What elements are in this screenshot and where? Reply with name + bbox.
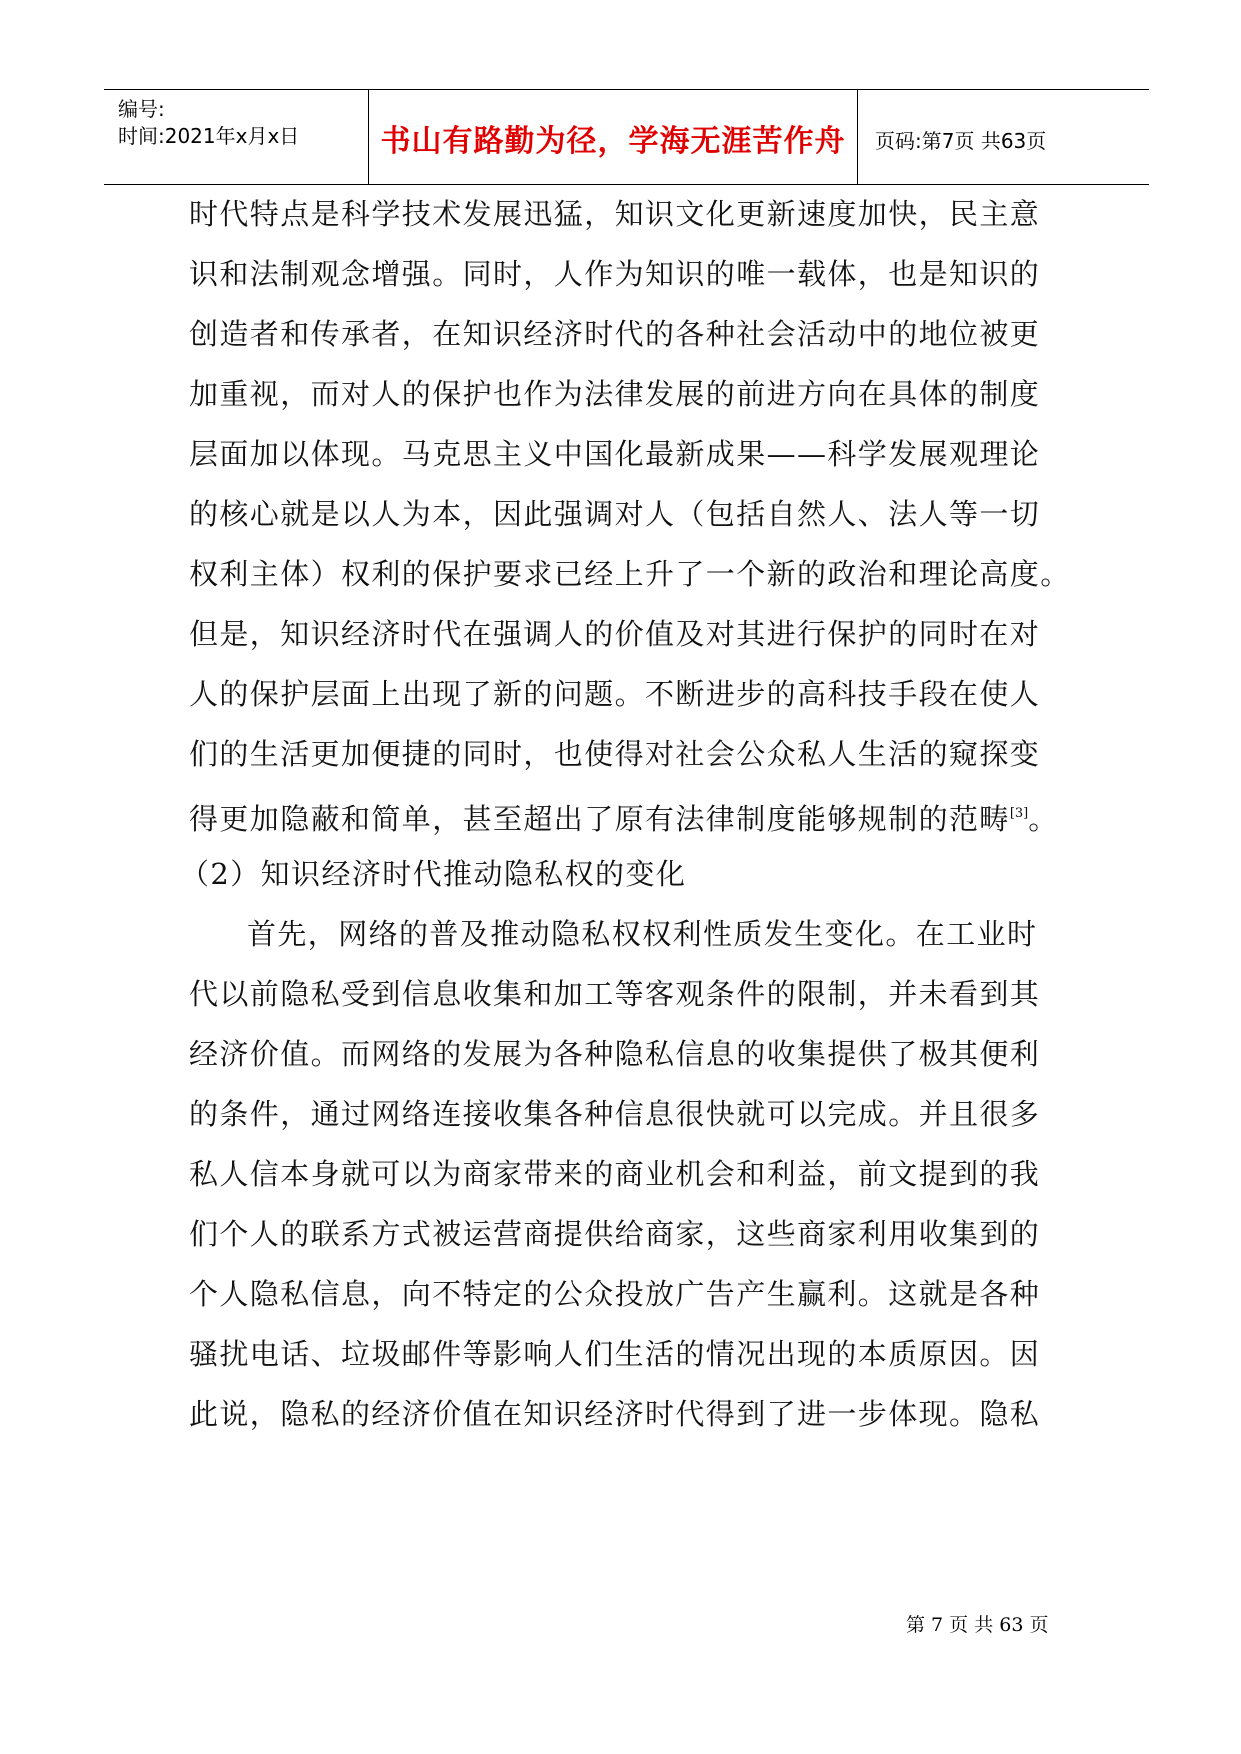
header-motto-cell	[368, 90, 858, 184]
text-line: 代以前隐私受到信息收集和加工等客观条件的限制，并未看到其	[189, 977, 1041, 1011]
text-line-segment: 得更加隐蔽和简单，甚至超出了原有法律制度能够规制的范畴	[189, 802, 1010, 836]
header-page-code: 页码:第7页 共63页	[875, 129, 1047, 153]
text-line: 的条件，通过网络连接收集各种信息很快就可以完成。并且很多	[189, 1097, 1041, 1131]
text-line: 此说，隐私的经济价值在知识经济时代得到了进一步体现。隐私	[189, 1397, 1041, 1431]
header-page-cell	[857, 90, 1149, 184]
text-line-with-citation	[189, 796, 1059, 837]
text-line: 权利主体）权利的保护要求已经上升了一个新的政治和理论高度。	[189, 557, 1071, 591]
header-motto: 书山有路勤为径，学海无涯苦作舟	[380, 124, 846, 159]
text-line: 创造者和传承者，在知识经济时代的各种社会活动中的地位被更	[189, 317, 1041, 351]
text-line: 层面加以体现。马克思主义中国化最新成果——科学发展观理论	[189, 437, 1041, 471]
text-line: 人的保护层面上出现了新的问题。不断进步的高科技手段在使人	[189, 677, 1041, 711]
text-line: 时代特点是科学技术发展迅猛，知识文化更新速度加快，民主意	[189, 197, 1041, 231]
text-line: 但是，知识经济时代在强调人的价值及对其进行保护的同时在对	[189, 617, 1041, 651]
page-footer-number: 第 7 页 共 63 页	[906, 1614, 1049, 1636]
document-number-label: 编号:	[118, 97, 165, 121]
page-header	[104, 89, 1149, 185]
text-line-tail: 。	[1028, 802, 1059, 836]
document-time-label: 时间:2021年x月x日	[118, 124, 300, 148]
text-line: 个人隐私信息，向不特定的公众投放广告产生赢利。这就是各种	[189, 1277, 1041, 1311]
text-line: 的核心就是以人为本，因此强调对人（包括自然人、法人等一切	[189, 497, 1041, 531]
section-heading: （2）知识经济时代推动隐私权的变化	[180, 857, 687, 891]
paragraph-first-line: 首先，网络的普及推动隐私权权利性质发生变化。在工业时	[247, 917, 1038, 951]
text-line: 识和法制观念增强。同时，人作为知识的唯一载体，也是知识的	[189, 257, 1041, 291]
text-line: 私人信本身就可以为商家带来的商业机会和利益，前文提到的我	[189, 1157, 1041, 1191]
text-line: 们个人的联系方式被运营商提供给商家，这些商家利用收集到的	[189, 1217, 1041, 1251]
text-line: 们的生活更加便捷的同时，也使得对社会公众私人生活的窥探变	[189, 737, 1041, 771]
citation-reference[interactable]: [3]	[1009, 806, 1029, 821]
text-line: 经济价值。而网络的发展为各种隐私信息的收集提供了极其便利	[189, 1037, 1041, 1071]
text-line: 骚扰电话、垃圾邮件等影响人们生活的情况出现的本质原因。因	[189, 1337, 1041, 1371]
header-meta-cell	[104, 90, 368, 184]
text-line: 加重视，而对人的保护也作为法律发展的前进方向在具体的制度	[189, 377, 1041, 411]
